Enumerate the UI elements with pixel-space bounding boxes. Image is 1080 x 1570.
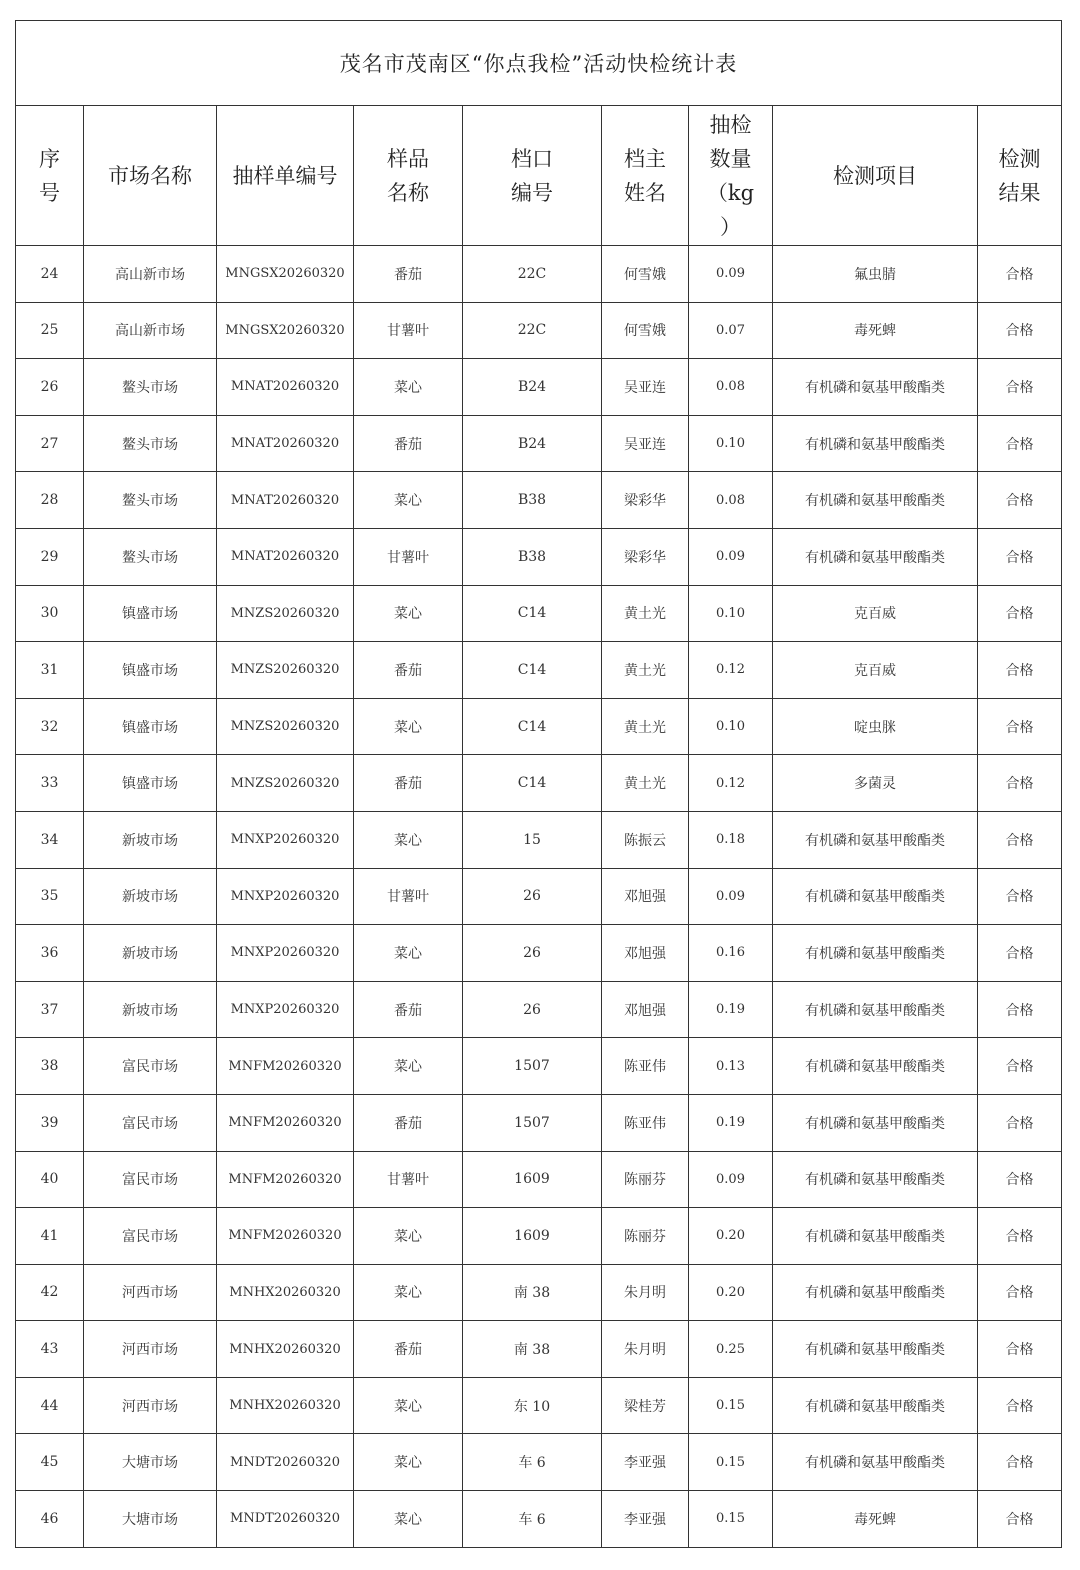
cell-sample: 菜心 bbox=[354, 1434, 463, 1491]
cell-item: 克百威 bbox=[773, 642, 978, 699]
cell-market: 大塘市场 bbox=[84, 1434, 217, 1491]
table-row bbox=[16, 642, 1062, 699]
cell-sample: 甘薯叶 bbox=[354, 302, 463, 359]
cell-stall: C14 bbox=[463, 698, 602, 755]
table-row bbox=[16, 698, 1062, 755]
cell-item: 有机磷和氨基甲酸酯类 bbox=[773, 472, 978, 529]
cell-stall: 1507 bbox=[463, 1038, 602, 1095]
cell-owner: 陈亚伟 bbox=[602, 1094, 689, 1151]
cell-owner: 黄土光 bbox=[602, 698, 689, 755]
cell-stall: 22C bbox=[463, 302, 602, 359]
cell-sample: 番茄 bbox=[354, 1321, 463, 1378]
cell-result: 合格 bbox=[978, 868, 1062, 925]
cell-result: 合格 bbox=[978, 1264, 1062, 1321]
header-seq-line: 号 bbox=[39, 180, 60, 205]
cell-market: 新坡市场 bbox=[84, 868, 217, 925]
cell-market: 大塘市场 bbox=[84, 1491, 217, 1548]
cell-item: 有机磷和氨基甲酸酯类 bbox=[773, 359, 978, 416]
cell-sample: 甘薯叶 bbox=[354, 868, 463, 925]
cell-code: MNGSX20260320 bbox=[217, 246, 354, 303]
cell-qty: 0.16 bbox=[689, 925, 773, 982]
cell-item: 有机磷和氨基甲酸酯类 bbox=[773, 1434, 978, 1491]
cell-code: MNHX20260320 bbox=[217, 1264, 354, 1321]
header-owner bbox=[602, 106, 689, 246]
table-row bbox=[16, 981, 1062, 1038]
table-row bbox=[16, 868, 1062, 925]
cell-stall: 26 bbox=[463, 981, 602, 1038]
cell-seq: 37 bbox=[16, 981, 84, 1038]
cell-result: 合格 bbox=[978, 1434, 1062, 1491]
cell-seq: 26 bbox=[16, 359, 84, 416]
header-seq-line: 序 bbox=[39, 146, 60, 171]
cell-stall: 1507 bbox=[463, 1094, 602, 1151]
cell-qty: 0.08 bbox=[689, 472, 773, 529]
header-result-line: 结果 bbox=[998, 180, 1041, 205]
cell-item: 有机磷和氨基甲酸酯类 bbox=[773, 811, 978, 868]
table-row bbox=[16, 1151, 1062, 1208]
cell-seq: 38 bbox=[16, 1038, 84, 1095]
cell-owner: 黄土光 bbox=[602, 585, 689, 642]
table-row bbox=[16, 302, 1062, 359]
cell-sample: 菜心 bbox=[354, 811, 463, 868]
cell-stall: 26 bbox=[463, 925, 602, 982]
cell-sample: 菜心 bbox=[354, 925, 463, 982]
cell-item: 毒死蜱 bbox=[773, 302, 978, 359]
cell-owner: 陈丽芬 bbox=[602, 1151, 689, 1208]
cell-result: 合格 bbox=[978, 1151, 1062, 1208]
cell-qty: 0.10 bbox=[689, 415, 773, 472]
cell-result: 合格 bbox=[978, 1491, 1062, 1548]
cell-market: 河西市场 bbox=[84, 1377, 217, 1434]
cell-sample: 菜心 bbox=[354, 585, 463, 642]
cell-owner: 梁彩华 bbox=[602, 472, 689, 529]
header-qty bbox=[689, 106, 773, 246]
cell-item: 有机磷和氨基甲酸酯类 bbox=[773, 1151, 978, 1208]
table-row bbox=[16, 1038, 1062, 1095]
cell-owner: 梁桂芳 bbox=[602, 1377, 689, 1434]
cell-stall: 1609 bbox=[463, 1151, 602, 1208]
cell-item: 多菌灵 bbox=[773, 755, 978, 812]
cell-market: 镇盛市场 bbox=[84, 585, 217, 642]
table-row bbox=[16, 246, 1062, 303]
cell-sample: 番茄 bbox=[354, 755, 463, 812]
inspection-sheet bbox=[15, 20, 1061, 1548]
cell-item: 毒死蜱 bbox=[773, 1491, 978, 1548]
header-owner-line: 姓名 bbox=[624, 180, 666, 205]
cell-qty: 0.09 bbox=[689, 528, 773, 585]
cell-code: MNXP20260320 bbox=[217, 868, 354, 925]
cell-stall: 26 bbox=[463, 868, 602, 925]
cell-stall: 南 38 bbox=[463, 1321, 602, 1378]
cell-seq: 36 bbox=[16, 925, 84, 982]
cell-qty: 0.15 bbox=[689, 1434, 773, 1491]
cell-stall: 22C bbox=[463, 246, 602, 303]
cell-code: MNXP20260320 bbox=[217, 981, 354, 1038]
table-row bbox=[16, 811, 1062, 868]
header-stall-line: 档口 bbox=[511, 146, 553, 171]
cell-stall: C14 bbox=[463, 585, 602, 642]
table-row bbox=[16, 755, 1062, 812]
header-sample-line: 样品 bbox=[387, 146, 429, 171]
cell-result: 合格 bbox=[978, 528, 1062, 585]
table-row bbox=[16, 528, 1062, 585]
cell-result: 合格 bbox=[978, 246, 1062, 303]
cell-seq: 41 bbox=[16, 1208, 84, 1265]
cell-sample: 甘薯叶 bbox=[354, 528, 463, 585]
header-qty-line: 抽检 bbox=[709, 112, 752, 137]
cell-code: MNXP20260320 bbox=[217, 811, 354, 868]
cell-owner: 吴亚连 bbox=[602, 359, 689, 416]
cell-sample: 菜心 bbox=[354, 472, 463, 529]
cell-sample: 番茄 bbox=[354, 981, 463, 1038]
header-result bbox=[978, 106, 1062, 246]
inspection-table bbox=[15, 20, 1062, 1548]
cell-owner: 梁彩华 bbox=[602, 528, 689, 585]
header-qty-line: 数量 bbox=[709, 146, 752, 171]
cell-sample: 甘薯叶 bbox=[354, 1151, 463, 1208]
cell-code: MNFM20260320 bbox=[217, 1094, 354, 1151]
cell-result: 合格 bbox=[978, 585, 1062, 642]
cell-item: 有机磷和氨基甲酸酯类 bbox=[773, 868, 978, 925]
cell-result: 合格 bbox=[978, 359, 1062, 416]
cell-item: 有机磷和氨基甲酸酯类 bbox=[773, 528, 978, 585]
cell-seq: 29 bbox=[16, 528, 84, 585]
cell-owner: 邓旭强 bbox=[602, 868, 689, 925]
cell-market: 高山新市场 bbox=[84, 302, 217, 359]
cell-code: MNAT20260320 bbox=[217, 359, 354, 416]
table-row bbox=[16, 1377, 1062, 1434]
cell-result: 合格 bbox=[978, 642, 1062, 699]
cell-result: 合格 bbox=[978, 302, 1062, 359]
cell-code: MNFM20260320 bbox=[217, 1038, 354, 1095]
cell-sample: 菜心 bbox=[354, 359, 463, 416]
cell-market: 富民市场 bbox=[84, 1094, 217, 1151]
cell-market: 鳌头市场 bbox=[84, 359, 217, 416]
cell-market: 富民市场 bbox=[84, 1038, 217, 1095]
cell-code: MNDT20260320 bbox=[217, 1491, 354, 1548]
cell-result: 合格 bbox=[978, 415, 1062, 472]
cell-item: 克百威 bbox=[773, 585, 978, 642]
cell-qty: 0.08 bbox=[689, 359, 773, 416]
cell-market: 鳌头市场 bbox=[84, 415, 217, 472]
cell-qty: 0.18 bbox=[689, 811, 773, 868]
cell-sample: 番茄 bbox=[354, 642, 463, 699]
table-row bbox=[16, 1434, 1062, 1491]
cell-qty: 0.09 bbox=[689, 246, 773, 303]
cell-item: 有机磷和氨基甲酸酯类 bbox=[773, 1094, 978, 1151]
cell-market: 新坡市场 bbox=[84, 925, 217, 982]
cell-stall: 东 10 bbox=[463, 1377, 602, 1434]
cell-owner: 何雪娥 bbox=[602, 302, 689, 359]
table-row bbox=[16, 585, 1062, 642]
cell-market: 河西市场 bbox=[84, 1321, 217, 1378]
cell-result: 合格 bbox=[978, 981, 1062, 1038]
cell-qty: 0.15 bbox=[689, 1377, 773, 1434]
cell-code: MNAT20260320 bbox=[217, 528, 354, 585]
cell-code: MNZS20260320 bbox=[217, 642, 354, 699]
cell-market: 新坡市场 bbox=[84, 811, 217, 868]
cell-stall: B38 bbox=[463, 472, 602, 529]
cell-result: 合格 bbox=[978, 1208, 1062, 1265]
cell-code: MNZS20260320 bbox=[217, 755, 354, 812]
cell-seq: 24 bbox=[16, 246, 84, 303]
cell-seq: 45 bbox=[16, 1434, 84, 1491]
cell-sample: 菜心 bbox=[354, 698, 463, 755]
cell-qty: 0.13 bbox=[689, 1038, 773, 1095]
cell-market: 鳌头市场 bbox=[84, 528, 217, 585]
header-qty-line: （kg bbox=[706, 180, 755, 205]
cell-qty: 0.20 bbox=[689, 1208, 773, 1265]
cell-result: 合格 bbox=[978, 811, 1062, 868]
cell-qty: 0.12 bbox=[689, 755, 773, 812]
cell-sample: 番茄 bbox=[354, 246, 463, 303]
cell-qty: 0.19 bbox=[689, 981, 773, 1038]
header-item-line: 检测项目 bbox=[833, 163, 917, 188]
cell-market: 鳌头市场 bbox=[84, 472, 217, 529]
cell-code: MNFM20260320 bbox=[217, 1151, 354, 1208]
cell-owner: 陈振云 bbox=[602, 811, 689, 868]
cell-item: 氟虫腈 bbox=[773, 246, 978, 303]
cell-qty: 0.25 bbox=[689, 1321, 773, 1378]
cell-seq: 25 bbox=[16, 302, 84, 359]
cell-stall: C14 bbox=[463, 755, 602, 812]
table-body bbox=[16, 246, 1062, 1548]
table-row bbox=[16, 415, 1062, 472]
cell-market: 高山新市场 bbox=[84, 246, 217, 303]
header-sample-line: 名称 bbox=[387, 180, 429, 205]
cell-qty: 0.20 bbox=[689, 1264, 773, 1321]
cell-stall: 南 38 bbox=[463, 1264, 602, 1321]
cell-code: MNZS20260320 bbox=[217, 585, 354, 642]
cell-qty: 0.07 bbox=[689, 302, 773, 359]
cell-qty: 0.15 bbox=[689, 1491, 773, 1548]
cell-stall: 15 bbox=[463, 811, 602, 868]
cell-code: MNAT20260320 bbox=[217, 472, 354, 529]
cell-owner: 朱月明 bbox=[602, 1321, 689, 1378]
cell-code: MNXP20260320 bbox=[217, 925, 354, 982]
cell-qty: 0.09 bbox=[689, 1151, 773, 1208]
cell-item: 有机磷和氨基甲酸酯类 bbox=[773, 981, 978, 1038]
cell-stall: 1609 bbox=[463, 1208, 602, 1265]
cell-code: MNHX20260320 bbox=[217, 1377, 354, 1434]
cell-market: 新坡市场 bbox=[84, 981, 217, 1038]
cell-item: 有机磷和氨基甲酸酯类 bbox=[773, 925, 978, 982]
cell-result: 合格 bbox=[978, 1377, 1062, 1434]
cell-item: 啶虫脒 bbox=[773, 698, 978, 755]
cell-result: 合格 bbox=[978, 1321, 1062, 1378]
cell-sample: 番茄 bbox=[354, 1094, 463, 1151]
cell-seq: 33 bbox=[16, 755, 84, 812]
cell-qty: 0.09 bbox=[689, 868, 773, 925]
header-stall-line: 编号 bbox=[511, 180, 553, 205]
cell-seq: 34 bbox=[16, 811, 84, 868]
header-code-line: 抽样单编号 bbox=[232, 163, 338, 188]
cell-owner: 邓旭强 bbox=[602, 925, 689, 982]
cell-seq: 43 bbox=[16, 1321, 84, 1378]
cell-result: 合格 bbox=[978, 1094, 1062, 1151]
cell-owner: 黄土光 bbox=[602, 755, 689, 812]
header-sample bbox=[354, 106, 463, 246]
cell-stall: B38 bbox=[463, 528, 602, 585]
cell-seq: 30 bbox=[16, 585, 84, 642]
table-title: 茂名市茂南区“你点我检”活动快检统计表 bbox=[16, 21, 1062, 106]
cell-stall: 车 6 bbox=[463, 1434, 602, 1491]
cell-seq: 31 bbox=[16, 642, 84, 699]
cell-qty: 0.12 bbox=[689, 642, 773, 699]
table-row bbox=[16, 1264, 1062, 1321]
cell-code: MNDT20260320 bbox=[217, 1434, 354, 1491]
cell-seq: 44 bbox=[16, 1377, 84, 1434]
cell-seq: 28 bbox=[16, 472, 84, 529]
cell-seq: 39 bbox=[16, 1094, 84, 1151]
cell-code: MNHX20260320 bbox=[217, 1321, 354, 1378]
cell-owner: 黄土光 bbox=[602, 642, 689, 699]
cell-result: 合格 bbox=[978, 755, 1062, 812]
cell-item: 有机磷和氨基甲酸酯类 bbox=[773, 415, 978, 472]
table-row bbox=[16, 472, 1062, 529]
cell-stall: C14 bbox=[463, 642, 602, 699]
header-qty-line: ） bbox=[720, 214, 741, 239]
cell-item: 有机磷和氨基甲酸酯类 bbox=[773, 1038, 978, 1095]
cell-code: MNZS20260320 bbox=[217, 698, 354, 755]
cell-market: 河西市场 bbox=[84, 1264, 217, 1321]
cell-sample: 菜心 bbox=[354, 1038, 463, 1095]
header-stall bbox=[463, 106, 602, 246]
cell-sample: 菜心 bbox=[354, 1491, 463, 1548]
cell-code: MNFM20260320 bbox=[217, 1208, 354, 1265]
cell-result: 合格 bbox=[978, 925, 1062, 982]
cell-seq: 32 bbox=[16, 698, 84, 755]
cell-stall: 车 6 bbox=[463, 1491, 602, 1548]
cell-result: 合格 bbox=[978, 698, 1062, 755]
cell-result: 合格 bbox=[978, 1038, 1062, 1095]
cell-qty: 0.10 bbox=[689, 698, 773, 755]
table-row bbox=[16, 1491, 1062, 1548]
cell-sample: 菜心 bbox=[354, 1377, 463, 1434]
cell-item: 有机磷和氨基甲酸酯类 bbox=[773, 1264, 978, 1321]
cell-sample: 菜心 bbox=[354, 1208, 463, 1265]
cell-owner: 何雪娥 bbox=[602, 246, 689, 303]
cell-sample: 菜心 bbox=[354, 1264, 463, 1321]
table-row bbox=[16, 1208, 1062, 1265]
cell-stall: B24 bbox=[463, 359, 602, 416]
cell-owner: 吴亚连 bbox=[602, 415, 689, 472]
cell-seq: 46 bbox=[16, 1491, 84, 1548]
cell-owner: 李亚强 bbox=[602, 1491, 689, 1548]
table-row bbox=[16, 359, 1062, 416]
header-market-line: 市场名称 bbox=[108, 163, 192, 188]
table-row bbox=[16, 1094, 1062, 1151]
cell-seq: 27 bbox=[16, 415, 84, 472]
cell-market: 富民市场 bbox=[84, 1151, 217, 1208]
cell-owner: 陈丽芬 bbox=[602, 1208, 689, 1265]
header-seq bbox=[16, 106, 84, 246]
header-result-line: 检测 bbox=[998, 146, 1041, 171]
cell-market: 富民市场 bbox=[84, 1208, 217, 1265]
cell-item: 有机磷和氨基甲酸酯类 bbox=[773, 1321, 978, 1378]
cell-owner: 邓旭强 bbox=[602, 981, 689, 1038]
cell-code: MNAT20260320 bbox=[217, 415, 354, 472]
cell-owner: 朱月明 bbox=[602, 1264, 689, 1321]
cell-sample: 番茄 bbox=[354, 415, 463, 472]
cell-code: MNGSX20260320 bbox=[217, 302, 354, 359]
cell-seq: 35 bbox=[16, 868, 84, 925]
cell-owner: 李亚强 bbox=[602, 1434, 689, 1491]
cell-stall: B24 bbox=[463, 415, 602, 472]
table-row bbox=[16, 925, 1062, 982]
cell-market: 镇盛市场 bbox=[84, 698, 217, 755]
header-owner-line: 档主 bbox=[624, 146, 666, 171]
header-item bbox=[773, 106, 978, 246]
cell-market: 镇盛市场 bbox=[84, 642, 217, 699]
cell-seq: 40 bbox=[16, 1151, 84, 1208]
cell-market: 镇盛市场 bbox=[84, 755, 217, 812]
cell-seq: 42 bbox=[16, 1264, 84, 1321]
header-market bbox=[84, 106, 217, 246]
table-row bbox=[16, 1321, 1062, 1378]
header-code bbox=[217, 106, 354, 246]
header-row bbox=[16, 106, 1062, 246]
cell-qty: 0.19 bbox=[689, 1094, 773, 1151]
cell-result: 合格 bbox=[978, 472, 1062, 529]
cell-item: 有机磷和氨基甲酸酯类 bbox=[773, 1377, 978, 1434]
cell-qty: 0.10 bbox=[689, 585, 773, 642]
cell-owner: 陈亚伟 bbox=[602, 1038, 689, 1095]
cell-item: 有机磷和氨基甲酸酯类 bbox=[773, 1208, 978, 1265]
